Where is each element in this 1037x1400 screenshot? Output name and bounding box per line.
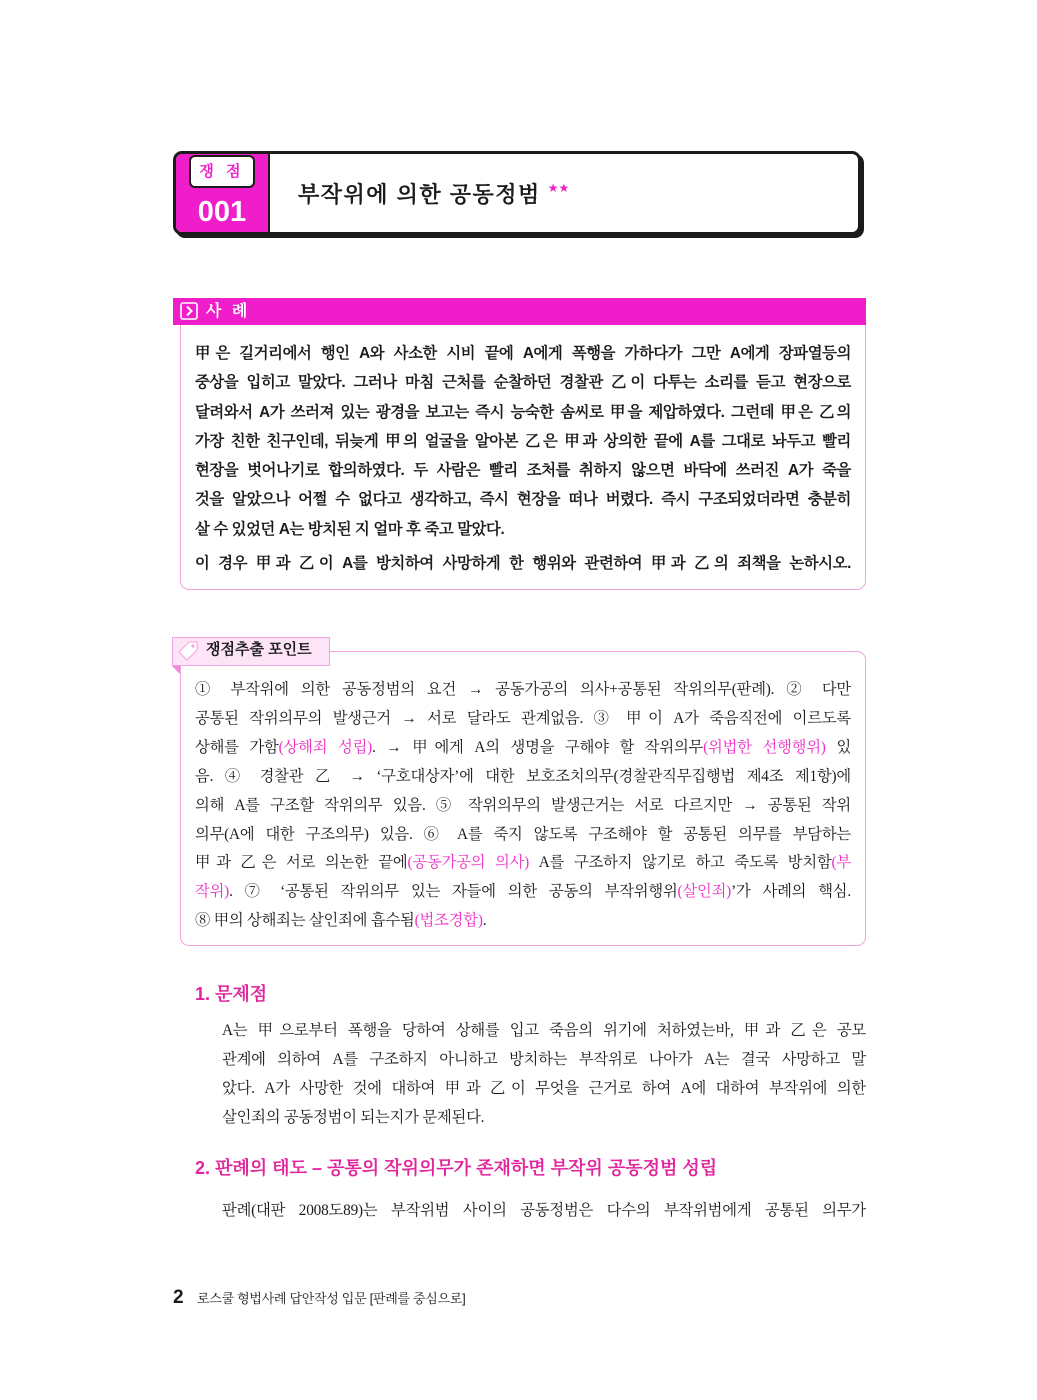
section-body-problem bbox=[222, 1016, 866, 1132]
point-label: 쟁점추출 포인트 bbox=[206, 641, 312, 658]
point-line bbox=[195, 763, 851, 792]
point-box bbox=[180, 651, 866, 946]
point-highlight: (부 bbox=[831, 854, 852, 872]
case-lines bbox=[195, 339, 851, 544]
point-text: 음. ④ 경찰관 乙 → ‘구호대상자’에 대한 보호조치의무(경찰관직무집행법 제4조 제1항)에 bbox=[195, 767, 851, 785]
point-line bbox=[195, 849, 851, 878]
page-footer bbox=[173, 1287, 465, 1309]
section-line: 살인죄의 공동정범이 되는지가 문제된다. bbox=[222, 1109, 485, 1126]
point-highlight: (위법한 선행행위) bbox=[703, 738, 826, 756]
importance-stars: ★★ bbox=[547, 181, 570, 195]
point-text: ⑧ 甲의 상해죄는 살인죄에 흡수됨 bbox=[195, 912, 415, 930]
point-line bbox=[195, 878, 851, 907]
point-highlight: (상해죄 성립) bbox=[278, 738, 373, 756]
issue-title-area bbox=[298, 154, 569, 232]
page-number: 2 bbox=[173, 1287, 184, 1308]
point-text: ① 부작위에 의한 공동정범의 요건 → 공동가공의 의사+공통된 작위의무(판례). ② 다만 bbox=[195, 681, 851, 698]
section-heading-problem: 1. 문제점 bbox=[195, 984, 268, 1004]
case-header-bar bbox=[173, 298, 866, 325]
case-label: 사 례 bbox=[206, 303, 251, 320]
point-text: . ⑦ ‘공통된 작위의무 있는 자들에 의한 공동의 부작위행위 bbox=[229, 883, 678, 901]
section-line: 았다. A가 사망한 것에 대하여 甲과 乙이 무엇을 근거로 하여 A에 대하여 부작위에 의한 bbox=[222, 1080, 866, 1097]
case-line: 달려와서 A가 쓰러져 있는 광경을 보고는 즉시 능숙한 솜씨로 甲을 제압하였다. 그런데 甲은 乙의 bbox=[195, 403, 851, 421]
point-line bbox=[195, 734, 851, 763]
case-line: 중상을 입히고 말았다. 그러나 마침 근처를 순찰하던 경찰관 乙이 다투는 소리를 듣고 현장으로 bbox=[195, 374, 851, 392]
issue-header bbox=[173, 151, 861, 235]
case-line: 가장 친한 친구인데, 뒤늦게 甲의 얼굴을 알아본 乙은 甲과 상의한 끝에 A를 그대로 놔두고 빨리 bbox=[195, 432, 851, 450]
case-box bbox=[180, 325, 866, 590]
point-line bbox=[195, 705, 851, 734]
point-text: 의무(A에 대한 구조의무) 있음. ⑥ A를 죽지 않도록 구조해야 할 공통된 의무를 부담하는 bbox=[195, 825, 851, 843]
point-text: . → 甲에게 A의 생명을 구해야 할 작위의무 bbox=[372, 738, 704, 756]
issue-badge bbox=[176, 154, 270, 232]
section-line: 관계에 의하여 A를 구조하지 아니하고 방치하는 부작위로 나아가 A는 결국 사망하고 말 bbox=[222, 1051, 866, 1068]
point-text: 있 bbox=[825, 738, 852, 756]
case-line: 살 수 있었던 A는 방치된 지 얼마 후 죽고 말았다. bbox=[195, 520, 505, 538]
point-text: 甲과 乙은 서로 의논한 끝에 bbox=[195, 854, 408, 872]
point-text: 상해를 가함 bbox=[195, 738, 279, 756]
case-question: 이 경우 甲과 乙이 A를 방치하여 사망하게 한 행위와 관련하여 甲과 乙의 죄책을 논하시오. bbox=[195, 555, 851, 573]
point-text: . bbox=[482, 912, 487, 930]
point-tag bbox=[172, 637, 330, 666]
issue-tag-label: 쟁 점 bbox=[189, 155, 255, 188]
point-text: ’가 사례의 핵심. bbox=[731, 883, 851, 901]
case-line: 것을 알았으나 어쩔 수 없다고 생각하고, 즉시 현장을 떠나 버렸다. 즉시 구조되었더라면 충분히 bbox=[195, 491, 851, 509]
section-line: 판례(대판 2008도89)는 부작위범 사이의 공동정범은 다수의 부작위범에게 공통된 의무가 bbox=[222, 1202, 866, 1219]
point-text: 의해 A를 구조할 작위의무 있음. ⑤ 작위의무의 발생근거는 서로 다르지만 → 공통된 작위 bbox=[195, 796, 851, 814]
point-text: A를 구조하지 않기로 하고 죽도록 방치함 bbox=[529, 854, 832, 872]
point-line bbox=[195, 821, 851, 850]
chevron-right-icon bbox=[180, 302, 198, 320]
section-line: A는 甲으로부터 폭행을 당하여 상해를 입고 죽음의 위기에 처하였는바, 甲과 乙은 공모 bbox=[222, 1022, 866, 1039]
point-line bbox=[195, 792, 851, 821]
section-body-precedent bbox=[222, 1196, 866, 1225]
case-line: 甲은 길거리에서 행인 A와 사소한 시비 끝에 A에게 폭행을 가하다가 그만 A에게 장파열등의 bbox=[195, 345, 851, 362]
point-text: 공통된 작위의무의 발생근거 → 서로 달라도 관계없음. ③ 甲이 A가 죽음직전에 이르도록 bbox=[195, 709, 851, 727]
book-title: 로스쿨 형법사례 답안작성 입문 [판례를 중심으로] bbox=[197, 1291, 466, 1306]
section-heading-precedent: 2. 판례의 태도 – 공통의 작위의무가 존재하면 부작위 공동정범 성립 bbox=[195, 1158, 718, 1178]
point-highlight: (법조경합) bbox=[414, 912, 483, 930]
tag-icon bbox=[176, 639, 200, 663]
point-line bbox=[195, 676, 851, 705]
issue-number: 001 bbox=[197, 196, 247, 228]
point-highlight: 작위) bbox=[195, 883, 230, 901]
point-highlight: (살인죄) bbox=[677, 883, 732, 901]
case-line: 현장을 벗어나기로 합의하였다. 두 사람은 빨리 조처를 취하지 않으면 바닥에 쓰러진 A가 죽을 bbox=[195, 462, 851, 480]
point-highlight: (공동가공의 의사) bbox=[407, 854, 530, 872]
point-line bbox=[195, 907, 851, 936]
issue-title: 부작위에 의한 공동정범 bbox=[298, 181, 541, 207]
